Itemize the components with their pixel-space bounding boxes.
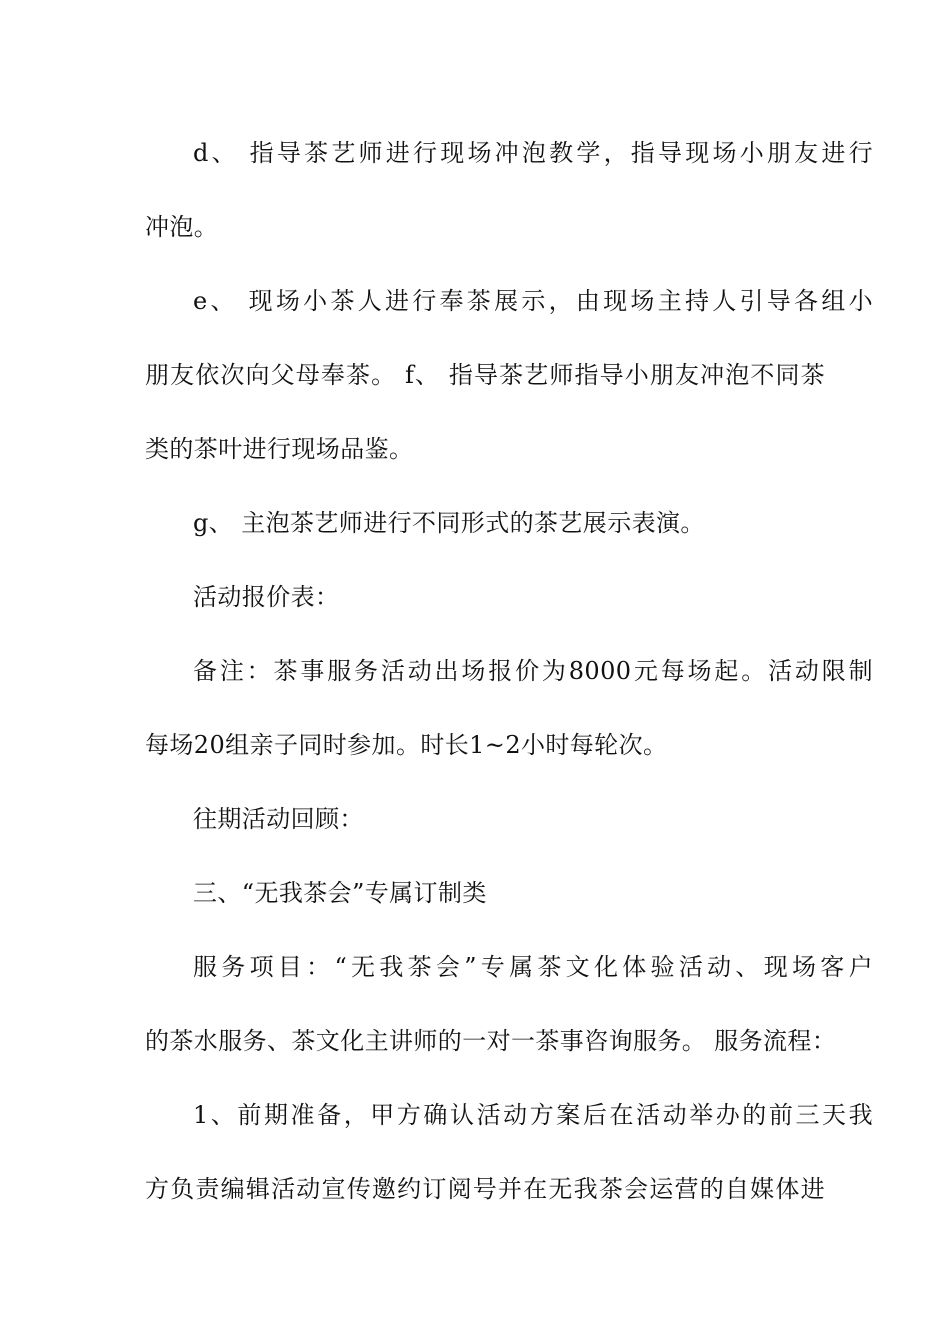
paragraph-line: 冲泡。 — [145, 213, 219, 241]
paragraph-line: e、 现场小茶人进行奉茶展示，由现场主持人引导各组小 — [193, 287, 873, 315]
paragraph-line: 备注：茶事服务活动出场报价为8000元每场起。活动限制 — [193, 657, 873, 685]
paragraph-line: 朋友依次向父母奉茶。 f、 指导茶艺师指导小朋友冲泡不同茶 — [145, 361, 825, 389]
paragraph-line: d、 指导茶艺师进行现场冲泡教学，指导现场小朋友进行 — [193, 139, 873, 167]
paragraph-line: 方负责编辑活动宣传邀约订阅号并在无我茶会运营的自媒体进 — [145, 1175, 825, 1203]
paragraph-line: 的茶水服务、茶文化主讲师的一对一茶事咨询服务。 服务流程： — [145, 1027, 837, 1055]
section-label: 往期活动回顾： — [193, 805, 364, 833]
paragraph-line: 活动报价表： — [193, 583, 340, 611]
paragraph-line: 服务项目：“无我茶会”专属茶文化体验活动、现场客户 — [193, 953, 873, 981]
paragraph-line: 1、前期准备，甲方确认活动方案后在活动举办的前三天我 — [193, 1101, 873, 1129]
paragraph-line: 类的茶叶进行现场品鉴。 — [145, 435, 414, 463]
paragraph-line: 每场20组亲子同时参加。时长1~2小时每轮次。 — [145, 731, 668, 759]
section-heading: 三、“无我茶会”专属订制类 — [193, 879, 487, 907]
paragraph-line: g、 主泡茶艺师进行不同形式的茶艺展示表演。 — [193, 509, 705, 537]
